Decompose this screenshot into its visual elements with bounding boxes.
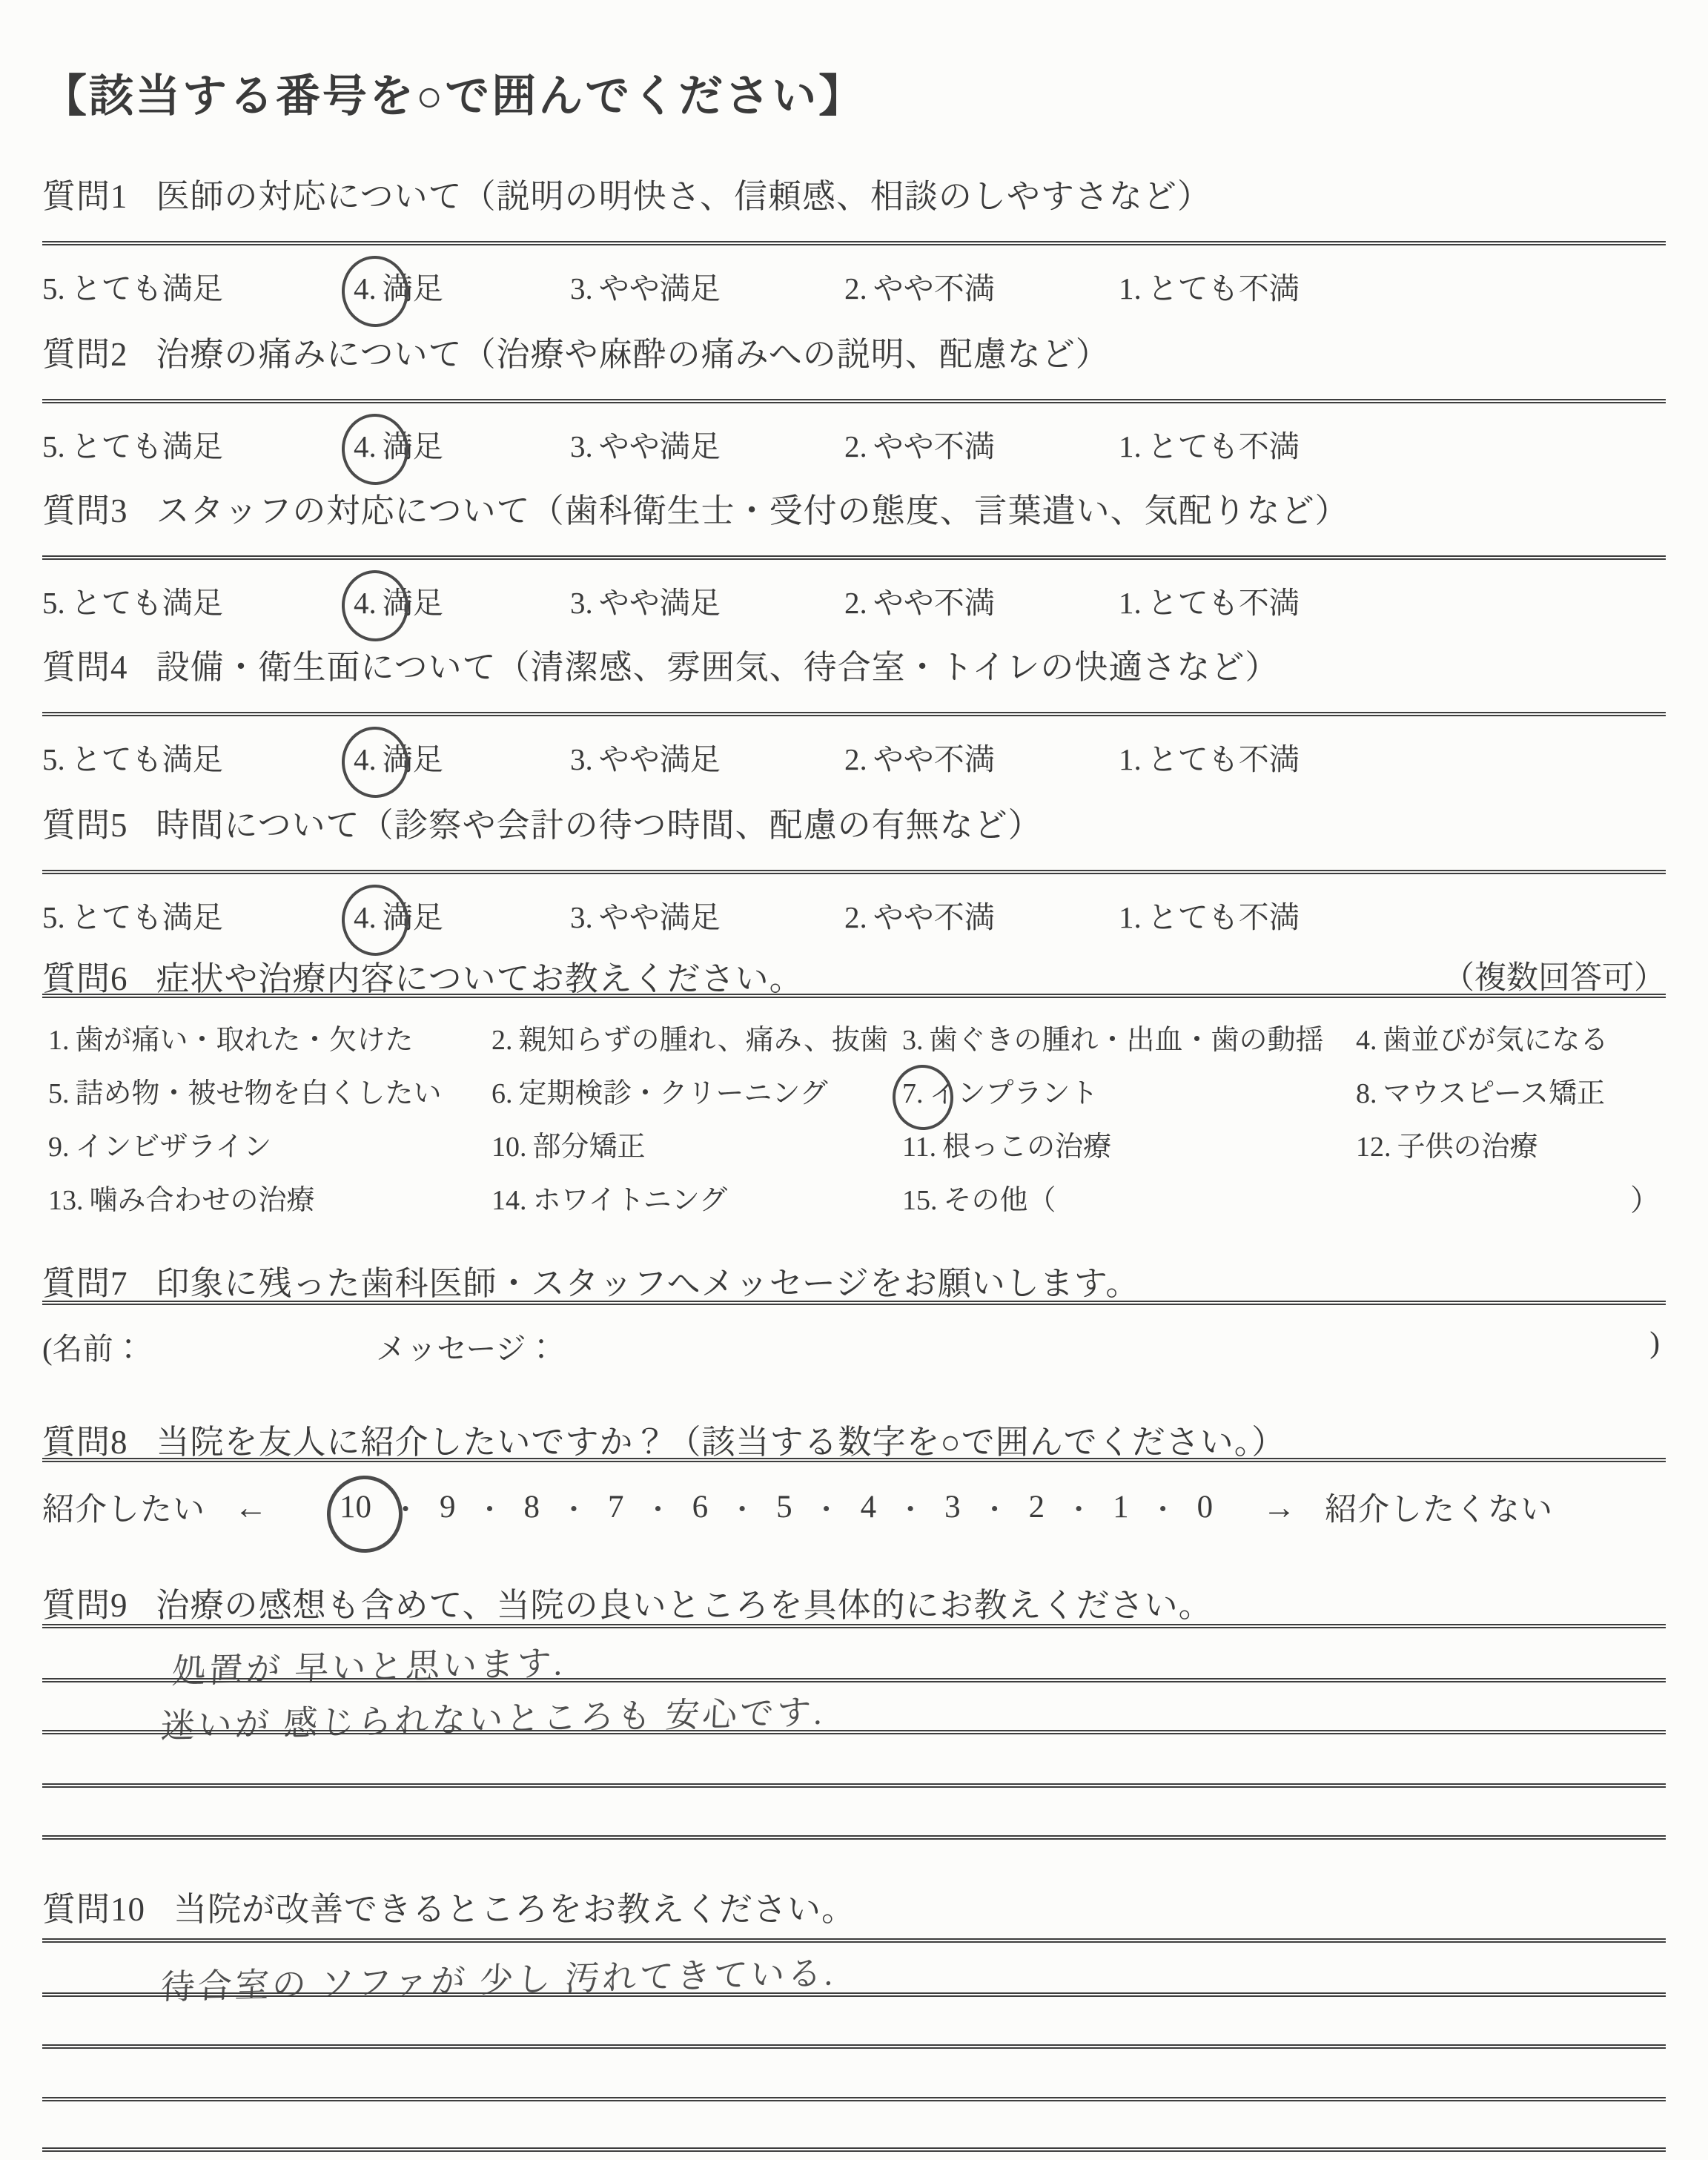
q6-item-14: 14. ホワイトニング: [491, 1185, 728, 1216]
scale-number-9: 9: [440, 1490, 456, 1525]
scale-dot: ・: [812, 1495, 841, 1526]
question-label: 質問9: [42, 1587, 128, 1624]
answer-rule-line: [42, 2044, 1666, 2049]
q6-item-7-selected: 7. インプラント: [902, 1070, 1099, 1111]
right-arrow: →: [1262, 1488, 1297, 1526]
divider: [42, 1624, 1666, 1628]
scale-right-label: 紹介したくない: [1325, 1493, 1554, 1527]
scale-number-1: 1: [1113, 1490, 1129, 1525]
scale-dot: ・: [391, 1495, 420, 1526]
answer-rule-line: [42, 2147, 1666, 2152]
question-6-header: [42, 951, 804, 1000]
question-label: 質問7: [42, 1265, 128, 1302]
left-arrow: ←: [234, 1488, 268, 1526]
q6-item-6: 6. 定期検診・クリーニング: [491, 1078, 828, 1109]
rating-option-2: 2. やや不満: [844, 429, 995, 463]
rating-options-q4: [42, 735, 1666, 787]
divider: [42, 399, 1666, 403]
rating-option-2: 2. やや不満: [844, 586, 995, 620]
rating-options-q5: [42, 893, 1666, 945]
q6-item-12: 12. 子供の治療: [1356, 1132, 1538, 1163]
question-3-header: [42, 483, 1349, 532]
scale-dot: ・: [1148, 1495, 1177, 1526]
question-8-section: [42, 1415, 1666, 1548]
q6-item-1: 1. 歯が痛い・取れた・欠けた: [48, 1025, 414, 1056]
question-6-section: [42, 951, 1666, 1241]
rating-option-1: 1. とても不満: [1119, 271, 1300, 305]
question-title: 当院を友人に紹介したいですか？（該当する数字を○で囲んでください。）: [156, 1424, 1286, 1461]
question-label: 質問10: [42, 1891, 146, 1928]
message-field-label: メッセージ：: [376, 1332, 557, 1366]
handwritten-circle: [340, 568, 411, 644]
question-label: 質問3: [42, 492, 128, 529]
handwritten-circle: [891, 1063, 955, 1132]
question-title: スタッフの対応について（歯科衛生士・受付の態度、言葉遣い、気配りなど）: [156, 492, 1349, 529]
rating-option-3: 3. やや満足: [570, 586, 721, 620]
divider: [42, 870, 1666, 874]
answer-rule-line: [42, 2097, 1666, 2101]
rating-option-3: 3. やや満足: [570, 429, 721, 463]
rating-option-1: 1. とても不満: [1119, 429, 1300, 463]
question-title: 症状や治療内容についてお教えください。: [156, 960, 804, 997]
question-1-header: [42, 169, 1211, 217]
rating-options-q3: [42, 578, 1666, 630]
question-4-header: [42, 640, 1279, 688]
question-10-header: [42, 1882, 855, 1930]
nps-scale: [42, 1484, 1553, 1530]
question-label: 質問6: [42, 960, 128, 997]
handwritten-circle: [340, 724, 411, 800]
rating-option-5: 5. とても満足: [42, 900, 223, 934]
question-title: 時間について（診察や会計の待つ時間、配慮の有無など）: [156, 807, 1042, 844]
rating-options-q2: [42, 422, 1666, 474]
handwritten-circle: [340, 412, 411, 487]
question-5-section: [42, 798, 1666, 954]
rating-options-q1: [42, 264, 1666, 316]
handwritten-circle: [340, 254, 411, 329]
scale-dot: ・: [643, 1495, 672, 1526]
q6-item-4: 4. 歯並びが気になる: [1356, 1025, 1609, 1056]
q6-item-2: 2. 親知らずの腫れ、痛み、抜歯: [491, 1025, 889, 1056]
divider: [42, 994, 1666, 998]
answer-rule-line: [42, 1730, 1666, 1734]
other-close-paren: ）: [1630, 1183, 1660, 1217]
divider: [42, 555, 1666, 560]
question-7-section: [42, 1256, 1666, 1382]
scale-number-7: 7: [608, 1490, 624, 1525]
q6-item-10: 10. 部分矯正: [491, 1132, 646, 1163]
answer-rule-line: [42, 1783, 1666, 1788]
scale-number-5: 5: [776, 1490, 792, 1525]
q6-item-9: 9. インビザライン: [48, 1132, 272, 1163]
rating-option-3: 3. やや満足: [570, 900, 721, 934]
scale-dot: ・: [475, 1495, 504, 1526]
question-title: 医師の対応について（説明の明快さ、信頼感、相談のしやすさなど）: [156, 178, 1211, 215]
rating-option-3: 3. やや満足: [570, 742, 721, 776]
question-title: 治療の感想も含めて、当院の良いところを具体的にお教えください。: [156, 1587, 1213, 1624]
q6-item-3: 3. 歯ぐきの腫れ・出血・歯の動揺: [902, 1025, 1324, 1056]
rating-option-1: 1. とても不満: [1119, 742, 1300, 776]
rating-option-4-selected: 4. 満足: [354, 422, 443, 466]
scale-dot: ・: [560, 1495, 589, 1526]
scale-dot: ・: [896, 1495, 925, 1526]
handwritten-circle: [340, 882, 411, 958]
rating-option-1: 1. とても不満: [1119, 586, 1300, 620]
divider: [42, 1301, 1666, 1305]
question-1-section: [42, 169, 1666, 325]
question-10-section: [42, 1882, 1666, 2156]
rating-option-4-selected: 4. 満足: [354, 735, 443, 779]
scale-dot: ・: [980, 1495, 1009, 1526]
page-title: 【該当する番号を○で囲んでください】: [42, 72, 866, 121]
answer-rule-line: [42, 1992, 1666, 1997]
divider: [42, 1458, 1666, 1462]
name-field-label: (名前：: [42, 1332, 144, 1366]
scale-dot: ・: [728, 1495, 757, 1526]
rating-option-3: 3. やや満足: [570, 271, 721, 305]
scale-number-0: 0: [1196, 1490, 1214, 1525]
question-label: 質問5: [42, 807, 128, 844]
handwritten-answer-line-2: 迷いが 感じられないところも 安心です.: [159, 1693, 827, 1745]
answer-rule-line: [42, 1835, 1666, 1840]
q6-item-15-other: 15. その他（: [902, 1185, 1056, 1216]
scale-number-10-selected: 10: [340, 1489, 371, 1525]
handwritten-answer-line-1: 処置が 早いと思います.: [171, 1644, 567, 1691]
question-label: 質問1: [42, 178, 128, 215]
scale-dot: ・: [1065, 1495, 1093, 1526]
question-4-section: [42, 640, 1666, 796]
question-7-header: [42, 1256, 1139, 1304]
question-9-section: [42, 1578, 1666, 1860]
close-paren: ): [1649, 1325, 1660, 1359]
scale-left-label: 紹介したい: [42, 1493, 205, 1527]
divider: [42, 712, 1666, 716]
question-2-header: [42, 327, 1110, 375]
question-2-section: [42, 327, 1666, 483]
question-3-section: [42, 483, 1666, 639]
multi-answer-note: （複数回答可）: [1443, 961, 1666, 996]
scale-number-2: 2: [1028, 1490, 1045, 1525]
scale-number-4: 4: [860, 1490, 877, 1525]
scale-number-3: 3: [944, 1490, 961, 1525]
scale-number-8: 8: [523, 1490, 540, 1525]
rating-option-4-selected: 4. 満足: [354, 264, 443, 308]
q6-item-11: 11. 根っこの治療: [902, 1132, 1112, 1163]
question-title: 設備・衛生面について（清潔感、雰囲気、待合室・トイレの快適さなど）: [156, 649, 1280, 686]
q6-item-13: 13. 噛み合わせの治療: [48, 1185, 315, 1216]
answer-rule-line: [42, 1678, 1666, 1682]
question-label: 質問8: [42, 1424, 128, 1461]
rating-option-2: 2. やや不満: [844, 271, 995, 305]
question-title: 治療の痛みについて（治療や麻酔の痛みへの説明、配慮など）: [156, 336, 1110, 373]
question-label: 質問2: [42, 336, 128, 373]
question-label: 質問4: [42, 649, 128, 686]
question-5-header: [42, 798, 1042, 846]
q6-item-5: 5. 詰め物・被せ物を白くしたい: [48, 1078, 442, 1109]
q6-item-8: 8. マウスピース矯正: [1356, 1078, 1605, 1109]
divider: [42, 241, 1666, 245]
rating-option-5: 5. とても満足: [42, 271, 223, 305]
rating-option-5: 5. とても満足: [42, 742, 223, 776]
question-8-header: [42, 1415, 1285, 1463]
handwritten-answer-line-1: 待合室の ソファが 少し 汚れてきている.: [159, 1954, 838, 2007]
rating-option-4-selected: 4. 満足: [354, 578, 443, 622]
rating-option-2: 2. やや不満: [844, 900, 995, 934]
question-9-header: [42, 1578, 1213, 1626]
rating-option-2: 2. やや不満: [844, 742, 995, 776]
question-title: 当院が改善できるところをお教えください。: [173, 1891, 856, 1928]
rating-option-1: 1. とても不満: [1119, 900, 1300, 934]
scale-number-6: 6: [692, 1490, 709, 1525]
question-title: 印象に残った歯科医師・スタッフへメッセージをお願いします。: [156, 1265, 1140, 1302]
divider: [42, 1938, 1666, 1943]
rating-option-4-selected: 4. 満足: [354, 893, 443, 937]
rating-option-5: 5. とても満足: [42, 429, 223, 463]
rating-option-5: 5. とても満足: [42, 586, 223, 620]
